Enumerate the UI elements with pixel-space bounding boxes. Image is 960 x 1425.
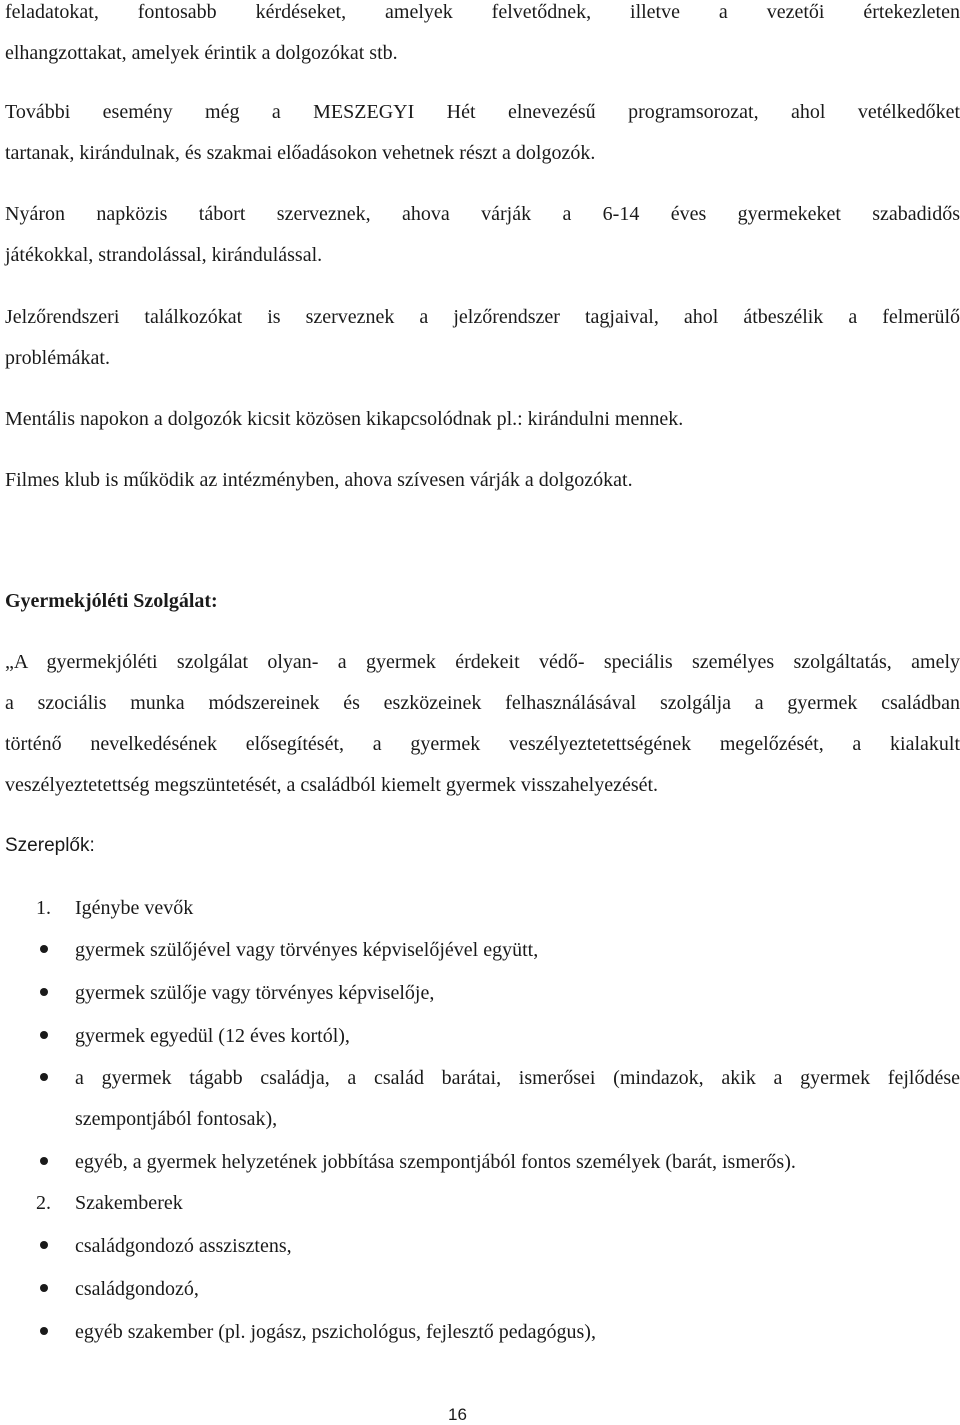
- list-number: 2.: [36, 1192, 51, 1214]
- paragraph-line: feladatokat, fontosabb kérdéseket, amelyek felvetődnek, illetve a vezetői értekezleten: [5, 1, 960, 23]
- bullet-icon: [40, 988, 48, 996]
- list-item: gyermek szülőjével vagy törvényes képviselőjével együtt,: [75, 939, 539, 961]
- page-number: 16: [448, 1405, 467, 1424]
- quote-line: veszélyeztetettség megszüntetését, a családból kiemelt gyermek visszahelyezését.: [5, 774, 659, 796]
- paragraph-line: játékokkal, strandolással, kirándulással.: [5, 244, 323, 266]
- list-item: gyermek egyedül (12 éves kortól),: [75, 1025, 350, 1047]
- list-item: a gyermek tágabb családja, a család barátai, ismerősei (mindazok, akik a gyermek fejlődése: [75, 1067, 960, 1089]
- list-item-continuation: szempontjából fontosak),: [75, 1108, 278, 1130]
- bullet-icon: [40, 945, 48, 953]
- list-item: családgondozó,: [75, 1278, 199, 1300]
- paragraph-line: Nyáron napközis tábort szerveznek, ahova várják a 6-14 éves gyermekeket szabadidős: [5, 203, 960, 225]
- bullet-icon: [40, 1157, 48, 1165]
- bullet-icon: [40, 1327, 48, 1335]
- paragraph-line: Jelzőrendszeri találkozókat is szerveznek a jelzőrendszer tagjaival, ahol átbeszélik a felmerülő: [5, 306, 960, 328]
- paragraph-line: Mentális napokon a dolgozók kicsit közösen kikapcsolódnak pl.: kirándulni mennek.: [5, 408, 684, 430]
- quote-line: a szociális munka módszereinek és eszközeinek felhasználásával szolgálja a gyermek családban: [5, 692, 960, 714]
- quote-line: történő nevelkedésének elősegítését, a gyermek veszélyeztetettségének megelőzését, a kialakult: [5, 733, 960, 755]
- bullet-icon: [40, 1031, 48, 1039]
- paragraph-line: problémákat.: [5, 347, 110, 369]
- list-number: 1.: [36, 897, 51, 919]
- bullet-icon: [40, 1284, 48, 1292]
- paragraph-line: tartanak, kirándulnak, és szakmai előadásokon vehetnek részt a dolgozók.: [5, 142, 596, 164]
- list-item: gyermek szülője vagy törvényes képviselője,: [75, 982, 435, 1004]
- list-item: családgondozó asszisztens,: [75, 1235, 292, 1257]
- quote-line: „A gyermekjóléti szolgálat olyan- a gyermek érdekeit védő- speciális személyes szolgáltatás, amely: [5, 651, 960, 673]
- paragraph-line: elhangzottakat, amelyek érintik a dolgozókat stb.: [5, 42, 398, 64]
- paragraph-line: További esemény még a MESZEGYI Hét elnevezésű programsorozat, ahol vetélkedőket: [5, 101, 960, 123]
- paragraph-line: Filmes klub is működik az intézményben, ahova szívesen várják a dolgozókat.: [5, 469, 633, 491]
- list-group-title: Szakemberek: [75, 1192, 183, 1214]
- list-group-title: Igénybe vevők: [75, 897, 194, 919]
- list-item: egyéb szakember (pl. jogász, pszichológus, fejlesztő pedagógus),: [75, 1321, 596, 1343]
- bullet-icon: [40, 1241, 48, 1249]
- bullet-icon: [40, 1073, 48, 1081]
- section-heading: Gyermekjóléti Szolgálat:: [5, 590, 218, 612]
- list-item: egyéb, a gyermek helyzetének jobbítása szempontjából fontos személyek (barát, ismerős).: [75, 1151, 796, 1173]
- actors-label: Szereplők:: [5, 835, 95, 856]
